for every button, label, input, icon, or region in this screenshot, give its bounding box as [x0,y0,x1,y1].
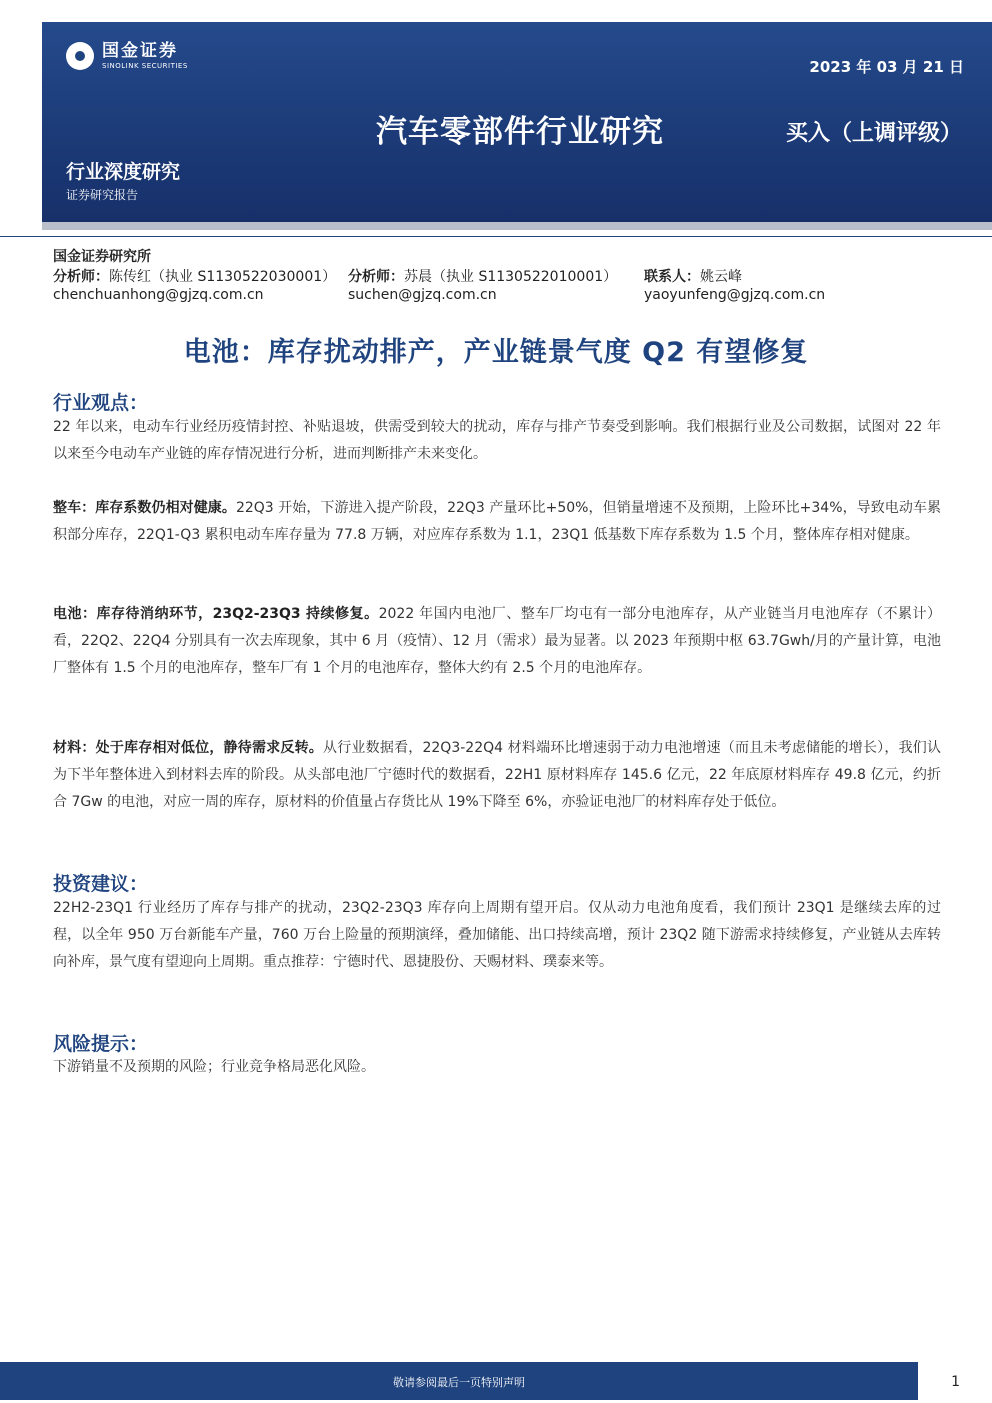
author-1 [53,266,336,286]
car-lead: 整车：库存系数仍相对健康。 [53,500,236,516]
battery-lead: 电池：库存待消纳环节，23Q2-23Q3 持续修复。 [53,606,379,622]
paragraph-battery [53,601,941,682]
author-2-role: 分析师： [348,269,404,285]
paragraph-material [53,735,941,816]
author-1-email[interactable]: chenchuanhong@gjzq.com.cn [53,287,264,303]
logo-mark-icon [66,42,94,70]
logo-en: SINOLINK SECURITIES [102,61,188,70]
logo-cn: 国金证券 [102,40,178,61]
section-heading-invest: 投资建议： [53,873,149,895]
paragraph-view-intro: 22 年以来，电动车行业经历疫情封控、补贴退坡，供需受到较大的扰动，库存与排产节奏受到影响。我们根据行业及公司数据，试图对 22 年以来至今电动车产业链的库存情况进行分析，进而判断排产未来变化。 [53,419,941,462]
author-1-name: 陈传红（执业 S1130522030001） [109,269,337,285]
author-3 [644,266,742,286]
section-heading-view: 行业观点： [53,392,149,414]
battery-text: 2022 年国内电池厂、整车厂均屯有一部分电池库存，从产业链当月电池库存（不累计）看，22Q2、22Q4 分别具有一次去库现象，其中 6 月（疫情）、12 月（需求）最为显著。以 2023 年预期中枢 63.7Gwh/月的产量计算，电池厂整体有 1.5 个月的电池库存，整车厂有 1 个月的电池库存，整体大约有 2.5 个月的电池库存。 [53,606,941,676]
material-lead: 材料：处于库存相对低位，静待需求反转。 [53,740,324,756]
page-number: 1 [951,1374,960,1390]
paragraph-car [53,495,941,549]
section-heading-risk: 风险提示： [53,1033,149,1055]
car-text: 22Q3 开始，下游进入提产阶段，22Q3 产量环比+50%，但销量增速不及预期，上险环比+34%，导致电动车累积部分库存，22Q1-Q3 累积电动车库存量为 77.8 万辆，对应库存系数为 1.1，23Q1 低基数下库存系数为 1.5 个月，整体库存相对健康。 [53,500,942,543]
author-3-email[interactable]: yaoyunfeng@gjzq.com.cn [644,287,826,303]
report-subtype: 证券研究报告 [66,188,139,202]
paragraph-risk: 下游销量不及预期的风险；行业竞争格局恶化风险。 [53,1059,375,1075]
header-divider [0,236,992,237]
author-2 [348,266,617,286]
report-date: 2023 年 03 月 21 日 [809,58,964,76]
author-1-role: 分析师： [53,269,109,285]
industry-title: 汽车零部件行业研究 [376,114,664,150]
material-text: 从行业数据看，22Q3-22Q4 材料端环比增速弱于动力电池增速（而且未考虑储能的增长），我们认为下半年整体进入到材料去库的阶段。从头部电池厂宁德时代的数据看，22H1 原材料库存 145.6 亿元，22 年底原材料库存 49.8 亿元，约折合 7Gw 的电池，对应一周的库存，原材料的价值量占存货比从 19%下降至 6%，亦验证电池厂的材料库存处于低位。 [53,740,942,810]
company-logo [66,42,188,70]
paragraph-invest: 22H2-23Q1 行业经历了库存与排产的扰动，23Q2-23Q3 库存向上周期有望开启。仅从动力电池角度看，我们预计 23Q1 是继续去库的过程，以全年 950 万台新能车产量，760 万台上险量的预期演绎，叠加储能、出口持续高增，预计 23Q2 随下游需求持续修复，产业链从去库转向补库，景气度有望迎向上周期。重点推荐：宁德时代、恩捷股份、天赐材料、璞泰来等。 [53,900,941,970]
author-2-email[interactable]: suchen@gjzq.com.cn [348,287,497,303]
author-3-name: 姚云峰 [700,269,742,285]
report-title: 电池：库存扰动排产，产业链景气度 Q2 有望修复 [183,337,809,368]
report-type: 行业深度研究 [66,161,181,183]
rating: 买入（上调评级） [785,121,962,146]
author-2-name: 苏晨（执业 S1130522010001） [404,269,618,285]
author-3-role: 联系人： [644,269,700,285]
footer-disclaimer: 敬请参阅最后一页特别声明 [393,1376,525,1389]
institute: 国金证券研究所 [53,249,151,265]
